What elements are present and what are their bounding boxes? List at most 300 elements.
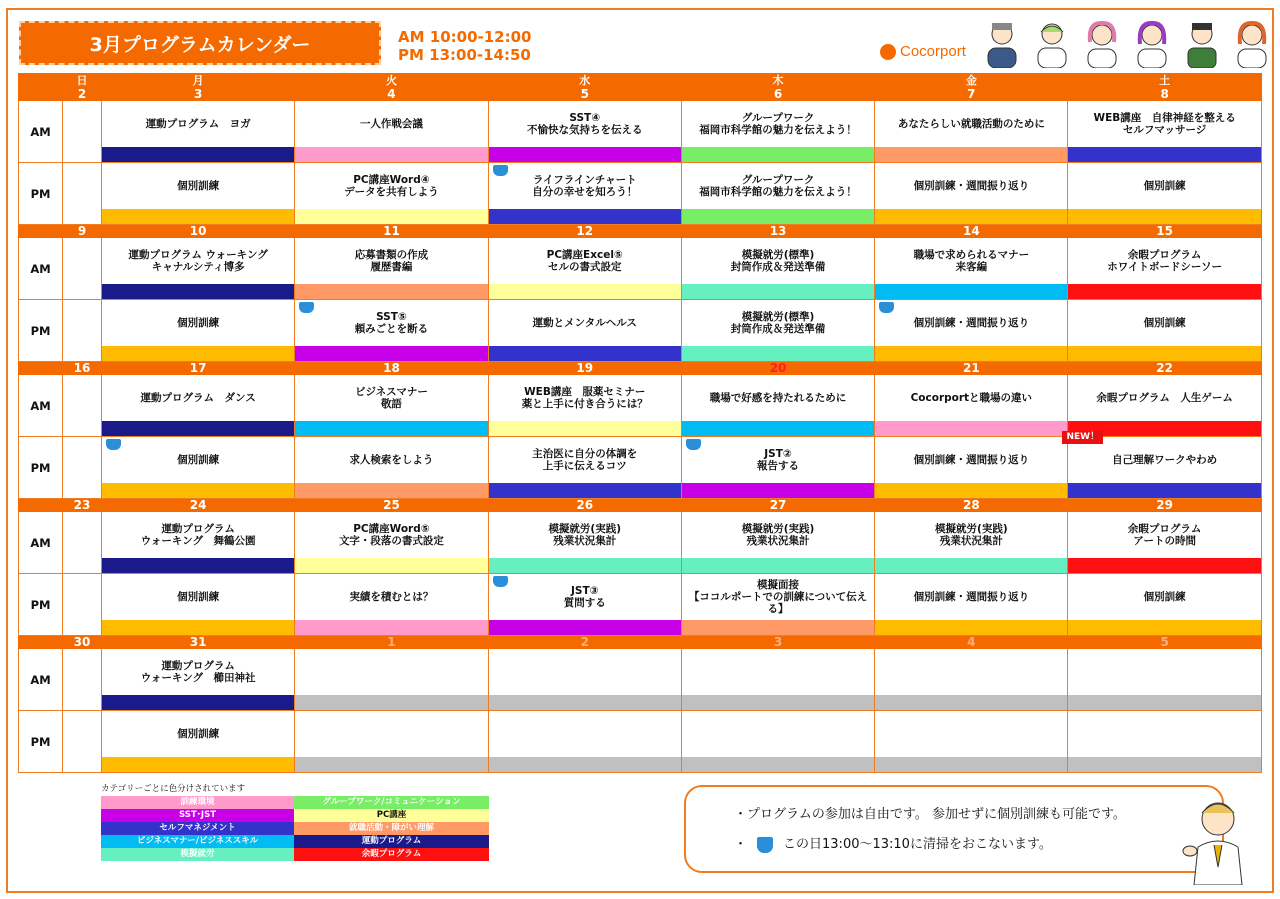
program-title: 余暇プログラム アートの時間 <box>1127 523 1202 547</box>
program-title: 個別訓練・週間振り返り <box>913 180 1030 192</box>
date-cell: 20 <box>681 362 874 375</box>
schedule-cell <box>875 300 1068 362</box>
date-row <box>19 636 1262 649</box>
program-slot[interactable] <box>63 375 101 436</box>
schedule-cell <box>63 300 102 362</box>
schedule-cell <box>488 101 681 163</box>
date-row <box>19 88 1262 101</box>
schedule-cell <box>488 300 681 362</box>
date-blank <box>19 225 63 238</box>
category-bar <box>295 757 487 772</box>
program-slot[interactable] <box>295 300 487 361</box>
program-slot[interactable] <box>489 711 681 772</box>
program-slot[interactable] <box>63 711 101 772</box>
schedule-cell <box>102 512 295 574</box>
weekday-header-row <box>19 74 1262 88</box>
program-title: ビジネスマナー 敬語 <box>354 386 428 410</box>
schedule-cell <box>1068 711 1261 773</box>
category-bar <box>682 147 874 162</box>
program-slot[interactable] <box>295 512 487 573</box>
category-bar <box>875 284 1067 299</box>
program-title: Cocorportと職場の違い <box>910 392 1033 404</box>
schedule-cell <box>295 375 488 437</box>
program-slot[interactable] <box>63 574 101 635</box>
program-slot[interactable] <box>102 300 294 361</box>
program-title: 運動プログラム ダンス <box>140 392 256 404</box>
date-cell: 14 <box>875 225 1068 238</box>
category-bar <box>875 558 1067 573</box>
weekday-2: 火 <box>295 74 488 88</box>
program-slot[interactable] <box>875 574 1067 635</box>
program-slot[interactable] <box>875 163 1067 224</box>
date-cell: 5 <box>488 88 681 101</box>
schedule-cell <box>63 574 102 636</box>
category-bar <box>295 209 487 224</box>
program-slot[interactable] <box>102 375 294 436</box>
program-slot[interactable] <box>1068 649 1260 710</box>
program-title: 主治医に自分の体調を 上手に伝えるコツ <box>532 448 638 472</box>
program-slot[interactable] <box>875 649 1067 710</box>
category-legend <box>101 782 489 861</box>
program-slot[interactable] <box>295 375 487 436</box>
pm-hours: PM 13:00-14:50 <box>398 46 531 64</box>
note-line-1: ・プログラムの参加は自由です。 参加せずに個別訓練も可能です。 <box>734 807 1126 822</box>
program-slot[interactable] <box>682 711 874 772</box>
schedule-cell <box>295 163 488 225</box>
program-title: 個別訓練 <box>1143 591 1186 603</box>
program-slot[interactable] <box>489 649 681 710</box>
schedule-cell <box>875 238 1068 300</box>
program-slot[interactable] <box>489 512 681 573</box>
schedule-cell <box>63 101 102 163</box>
program-slot[interactable] <box>875 300 1067 361</box>
program-title: 個別訓練 <box>177 180 220 192</box>
date-cell: 2 <box>63 88 102 101</box>
category-bar <box>682 620 874 635</box>
program-slot[interactable] <box>295 238 487 299</box>
program-title: WEB講座 自律神経を整える セルフマッサージ <box>1093 112 1236 136</box>
program-title: 個別訓練 <box>177 454 220 466</box>
program-title: 運動プログラム ウォーキング 舞鶴公園 <box>140 523 256 547</box>
program-title: PC講座Word④ データを共有しよう <box>344 174 439 198</box>
program-slot[interactable] <box>1068 512 1260 573</box>
program-title: 余暇プログラム ホワイトボードシーソー <box>1107 249 1223 273</box>
legend-item: SST･JST <box>101 809 294 822</box>
date-cell: 13 <box>681 225 874 238</box>
category-bar <box>489 558 681 573</box>
schedule-cell <box>295 649 488 711</box>
program-slot[interactable] <box>682 512 874 573</box>
program-title: 余暇プログラム 人生ゲーム <box>1096 392 1233 404</box>
staff-illustrations <box>982 20 1272 68</box>
category-bar <box>295 421 487 436</box>
schedule-cell <box>1068 300 1261 362</box>
schedule-cell <box>681 711 874 773</box>
category-bar <box>1068 620 1260 635</box>
category-bar <box>682 757 874 772</box>
program-slot[interactable] <box>295 649 487 710</box>
brand-name: Cocorport <box>900 43 966 60</box>
category-bar <box>875 757 1067 772</box>
schedule-cell <box>63 649 102 711</box>
category-bar <box>875 421 1067 436</box>
legend-item: ビジネスマナー/ビジネススキル <box>101 835 294 848</box>
program-title: PC講座Excel⑤ セルの書式設定 <box>546 249 623 273</box>
program-slot[interactable] <box>102 512 294 573</box>
date-cell: 10 <box>102 225 295 238</box>
program-slot[interactable] <box>1068 101 1260 162</box>
category-bar <box>875 483 1067 498</box>
program-slot[interactable] <box>1068 375 1260 436</box>
pm-row <box>19 711 1262 773</box>
program-slot[interactable] <box>875 375 1067 436</box>
date-blank <box>19 362 63 375</box>
schedule-cell <box>63 238 102 300</box>
pm-label: PM <box>19 437 63 499</box>
hours-info <box>398 28 531 64</box>
category-bar <box>682 346 874 361</box>
program-slot[interactable] <box>63 512 101 573</box>
schedule-cell <box>875 437 1068 499</box>
program-title: 模擬就労(標準) 封筒作成＆発送準備 <box>730 249 826 273</box>
schedule-cell <box>1066 432 1261 499</box>
legend-item: 運動プログラム <box>294 835 489 848</box>
am-row <box>19 649 1262 711</box>
program-title: SST⑤ 頼みごとを断る <box>354 311 429 335</box>
program-slot[interactable] <box>1066 432 1260 498</box>
person-icon <box>1232 20 1272 68</box>
program-title: 運動プログラム ヨガ <box>145 118 251 130</box>
brand-logo <box>880 43 966 60</box>
schedule-cell <box>63 437 102 499</box>
category-bar <box>102 147 294 162</box>
date-cell: 3 <box>102 88 295 101</box>
weekday-0: 日 <box>63 74 102 88</box>
program-title: 一人作戦会議 <box>359 118 423 130</box>
program-title: 個別訓練 <box>177 728 220 740</box>
new-badge: NEW！ <box>1062 431 1103 444</box>
program-title: 個別訓練 <box>1143 317 1186 329</box>
program-title: 個別訓練 <box>177 591 220 603</box>
category-bar <box>682 483 874 498</box>
program-title: JST③ 質問する <box>563 585 606 609</box>
header-blank <box>19 74 63 88</box>
program-slot[interactable] <box>295 574 487 635</box>
schedule-cell <box>488 649 681 711</box>
pm-label: PM <box>19 300 63 362</box>
date-blank <box>19 499 63 512</box>
program-slot[interactable] <box>1068 238 1260 299</box>
program-title: 求人検索をしよう <box>349 454 434 466</box>
schedule-cell <box>875 101 1068 163</box>
date-cell: 26 <box>488 499 681 512</box>
schedule-cell <box>295 512 488 574</box>
schedule-cell <box>875 375 1068 437</box>
program-slot[interactable] <box>682 238 874 299</box>
legend-item: PC講座 <box>294 809 489 822</box>
date-cell: 22 <box>1068 362 1261 375</box>
date-cell: 28 <box>875 499 1068 512</box>
date-cell: 1 <box>295 636 488 649</box>
date-cell: 30 <box>63 636 102 649</box>
category-bar <box>489 483 681 498</box>
date-cell: 19 <box>488 362 681 375</box>
pm-label: PM <box>19 574 63 636</box>
schedule-cell <box>488 574 681 636</box>
category-bar <box>102 209 294 224</box>
program-slot[interactable] <box>1068 574 1260 635</box>
category-bar <box>489 620 681 635</box>
calendar-table <box>18 73 1262 773</box>
schedule-cell <box>875 711 1068 773</box>
date-row <box>19 225 1262 238</box>
program-title: 模擬就労(標準) 封筒作成＆発送準備 <box>730 311 826 335</box>
program-title: ライフラインチャート 自分の幸せを知ろう！ <box>532 174 638 198</box>
program-slot[interactable] <box>102 163 294 224</box>
schedule-cell <box>102 711 295 773</box>
schedule-cell <box>102 574 295 636</box>
program-title: 運動とメンタルヘルス <box>532 317 637 329</box>
program-slot[interactable] <box>102 437 294 498</box>
program-slot[interactable] <box>682 649 874 710</box>
program-slot[interactable] <box>682 437 874 498</box>
pm-row <box>19 437 1262 499</box>
legend-item: 訓練環境 <box>101 796 294 809</box>
date-row <box>19 362 1262 375</box>
bucket-icon <box>757 837 773 853</box>
program-slot[interactable] <box>1068 300 1260 361</box>
program-slot[interactable] <box>489 375 681 436</box>
program-slot[interactable] <box>875 711 1067 772</box>
program-slot[interactable] <box>682 375 874 436</box>
program-slot[interactable] <box>1068 711 1260 772</box>
weekday-5: 金 <box>875 74 1068 88</box>
program-slot[interactable] <box>489 101 681 162</box>
pm-label: PM <box>19 711 63 773</box>
date-cell: 18 <box>295 362 488 375</box>
category-bar <box>1068 346 1260 361</box>
program-slot[interactable] <box>682 574 874 635</box>
program-slot[interactable] <box>102 574 294 635</box>
schedule-cell <box>1068 238 1261 300</box>
schedule-cell <box>102 375 295 437</box>
schedule-cell <box>102 163 295 225</box>
program-title: 模擬就労(実践) 残業状況集計 <box>935 523 1008 547</box>
bucket-icon <box>686 439 701 450</box>
category-bar <box>875 209 1067 224</box>
program-slot[interactable] <box>875 512 1067 573</box>
pm-label: PM <box>19 163 63 225</box>
program-slot[interactable] <box>682 163 874 224</box>
note-line-2 <box>734 833 1052 853</box>
program-slot[interactable] <box>63 437 101 498</box>
program-slot[interactable] <box>489 574 681 635</box>
am-row <box>19 101 1262 163</box>
program-title: WEB講座 服薬セミナー 薬と上手に付き合うには？ <box>521 386 648 410</box>
schedule-cell <box>681 300 874 362</box>
program-title: 個別訓練・週間振り返り <box>913 591 1030 603</box>
program-slot[interactable] <box>489 163 681 224</box>
program-slot[interactable] <box>1068 163 1260 224</box>
category-bar <box>1068 284 1260 299</box>
schedule-cell <box>295 711 488 773</box>
category-bar <box>489 346 681 361</box>
program-title: 実績を積むとは？ <box>349 591 434 603</box>
program-slot[interactable] <box>295 711 487 772</box>
am-label: AM <box>19 238 63 300</box>
date-cell: 17 <box>102 362 295 375</box>
legend-title: カテゴリーごとに色分けされています <box>101 784 246 794</box>
schedule-cell <box>295 300 488 362</box>
category-bar <box>1068 558 1260 573</box>
category-bar <box>295 147 487 162</box>
date-cell: 4 <box>875 636 1068 649</box>
am-hours: AM 10:00-12:00 <box>398 28 532 46</box>
program-slot[interactable] <box>63 238 101 299</box>
schedule-cell <box>488 512 681 574</box>
schedule-cell <box>488 163 681 225</box>
program-title: 模擬就労(実践) 残業状況集計 <box>741 523 815 547</box>
staff-pointing-illustration <box>1180 795 1250 885</box>
program-slot[interactable] <box>295 163 487 224</box>
bucket-icon <box>879 302 894 313</box>
schedule-cell <box>102 300 295 362</box>
date-blank <box>19 636 63 649</box>
schedule-cell <box>488 375 681 437</box>
program-slot[interactable] <box>102 711 294 772</box>
program-slot[interactable] <box>489 437 681 498</box>
program-slot[interactable] <box>489 238 681 299</box>
date-row <box>19 499 1262 512</box>
program-slot[interactable] <box>875 437 1067 498</box>
legend-grid <box>101 796 489 861</box>
program-slot[interactable] <box>682 300 874 361</box>
program-slot[interactable] <box>102 649 294 710</box>
schedule-cell <box>1068 574 1261 636</box>
schedule-cell <box>875 512 1068 574</box>
person-icon <box>1082 20 1122 68</box>
program-slot[interactable] <box>63 163 101 224</box>
date-cell: 25 <box>295 499 488 512</box>
category-bar <box>489 757 681 772</box>
pm-row <box>19 163 1262 225</box>
program-slot[interactable] <box>102 101 294 162</box>
date-cell: 9 <box>63 225 102 238</box>
program-title: 個別訓練 <box>177 317 220 329</box>
program-title: 応募書類の作成 履歴書編 <box>354 249 429 273</box>
program-title: PC講座Word⑤ 文字・段落の書式設定 <box>338 523 444 547</box>
schedule-cell <box>1068 163 1261 225</box>
program-title: SST④ 不愉快な気持ちを伝える <box>526 112 643 136</box>
schedule-cell <box>63 512 102 574</box>
person-icon <box>1132 20 1172 68</box>
am-row <box>19 238 1262 300</box>
schedule-cell <box>295 437 488 499</box>
date-cell: 2 <box>488 636 681 649</box>
program-slot[interactable] <box>63 649 101 710</box>
schedule-cell <box>875 574 1068 636</box>
program-slot[interactable] <box>875 101 1067 162</box>
category-bar <box>489 284 681 299</box>
date-cell: 24 <box>102 499 295 512</box>
category-bar <box>682 695 874 710</box>
program-slot[interactable] <box>63 300 101 361</box>
program-slot[interactable] <box>295 101 487 162</box>
legend-item: グループワーク/コミュニケーション <box>294 796 489 809</box>
category-bar <box>102 483 294 498</box>
program-title: グループワーク 福岡市科学館の魅力を伝えよう！ <box>699 174 857 198</box>
date-cell: 5 <box>1068 636 1261 649</box>
category-bar <box>682 421 874 436</box>
schedule-cell <box>295 574 488 636</box>
category-bar <box>875 695 1067 710</box>
legend-item: 就職活動・障がい理解 <box>294 822 489 835</box>
category-bar <box>489 147 681 162</box>
schedule-cell <box>875 163 1068 225</box>
date-cell: 21 <box>875 362 1068 375</box>
category-bar <box>682 284 874 299</box>
date-cell: 23 <box>63 499 102 512</box>
category-bar <box>102 620 294 635</box>
program-title: 運動プログラム ウォーキング キャナルシティ博多 <box>128 249 268 273</box>
bucket-icon <box>493 165 508 176</box>
category-bar <box>489 209 681 224</box>
schedule-cell <box>102 101 295 163</box>
category-bar <box>1068 209 1260 224</box>
date-cell: 11 <box>295 225 488 238</box>
program-title: 個別訓練・週間振り返り <box>913 454 1030 466</box>
am-row <box>19 512 1262 574</box>
legend-item: 余暇プログラム <box>294 848 489 861</box>
program-title: 職場で求められるマナー 来客編 <box>913 249 1030 273</box>
date-cell: 4 <box>295 88 488 101</box>
schedule-cell <box>1068 101 1261 163</box>
date-cell: 15 <box>1068 225 1261 238</box>
category-bar <box>102 695 294 710</box>
date-cell: 16 <box>63 362 102 375</box>
schedule-cell <box>102 437 295 499</box>
category-bar <box>295 284 487 299</box>
category-bar <box>489 695 681 710</box>
category-bar <box>295 346 487 361</box>
weekday-3: 水 <box>488 74 681 88</box>
schedule-cell <box>681 238 874 300</box>
program-slot[interactable] <box>489 300 681 361</box>
category-bar <box>875 620 1067 635</box>
program-title: 職場で好感を持たれるために <box>709 392 847 404</box>
program-slot[interactable] <box>102 238 294 299</box>
am-label: AM <box>19 375 63 437</box>
program-slot[interactable] <box>682 101 874 162</box>
program-slot[interactable] <box>875 238 1067 299</box>
schedule-cell <box>681 101 874 163</box>
program-slot[interactable] <box>295 437 487 498</box>
date-blank <box>19 88 63 101</box>
schedule-cell <box>681 437 874 499</box>
category-bar <box>102 421 294 436</box>
schedule-cell <box>63 711 102 773</box>
program-slot[interactable] <box>63 101 101 162</box>
bucket-icon <box>493 576 508 587</box>
date-cell: 29 <box>1068 499 1261 512</box>
category-bar <box>875 147 1067 162</box>
date-cell: 31 <box>102 636 295 649</box>
date-cell: 27 <box>681 499 874 512</box>
category-bar <box>295 558 487 573</box>
note-cleaning: この日13:00〜13:10に清掃をおこないます。 <box>783 837 1052 852</box>
schedule-cell <box>63 375 102 437</box>
program-title: 自己理解ワークやわめ <box>1112 454 1218 466</box>
